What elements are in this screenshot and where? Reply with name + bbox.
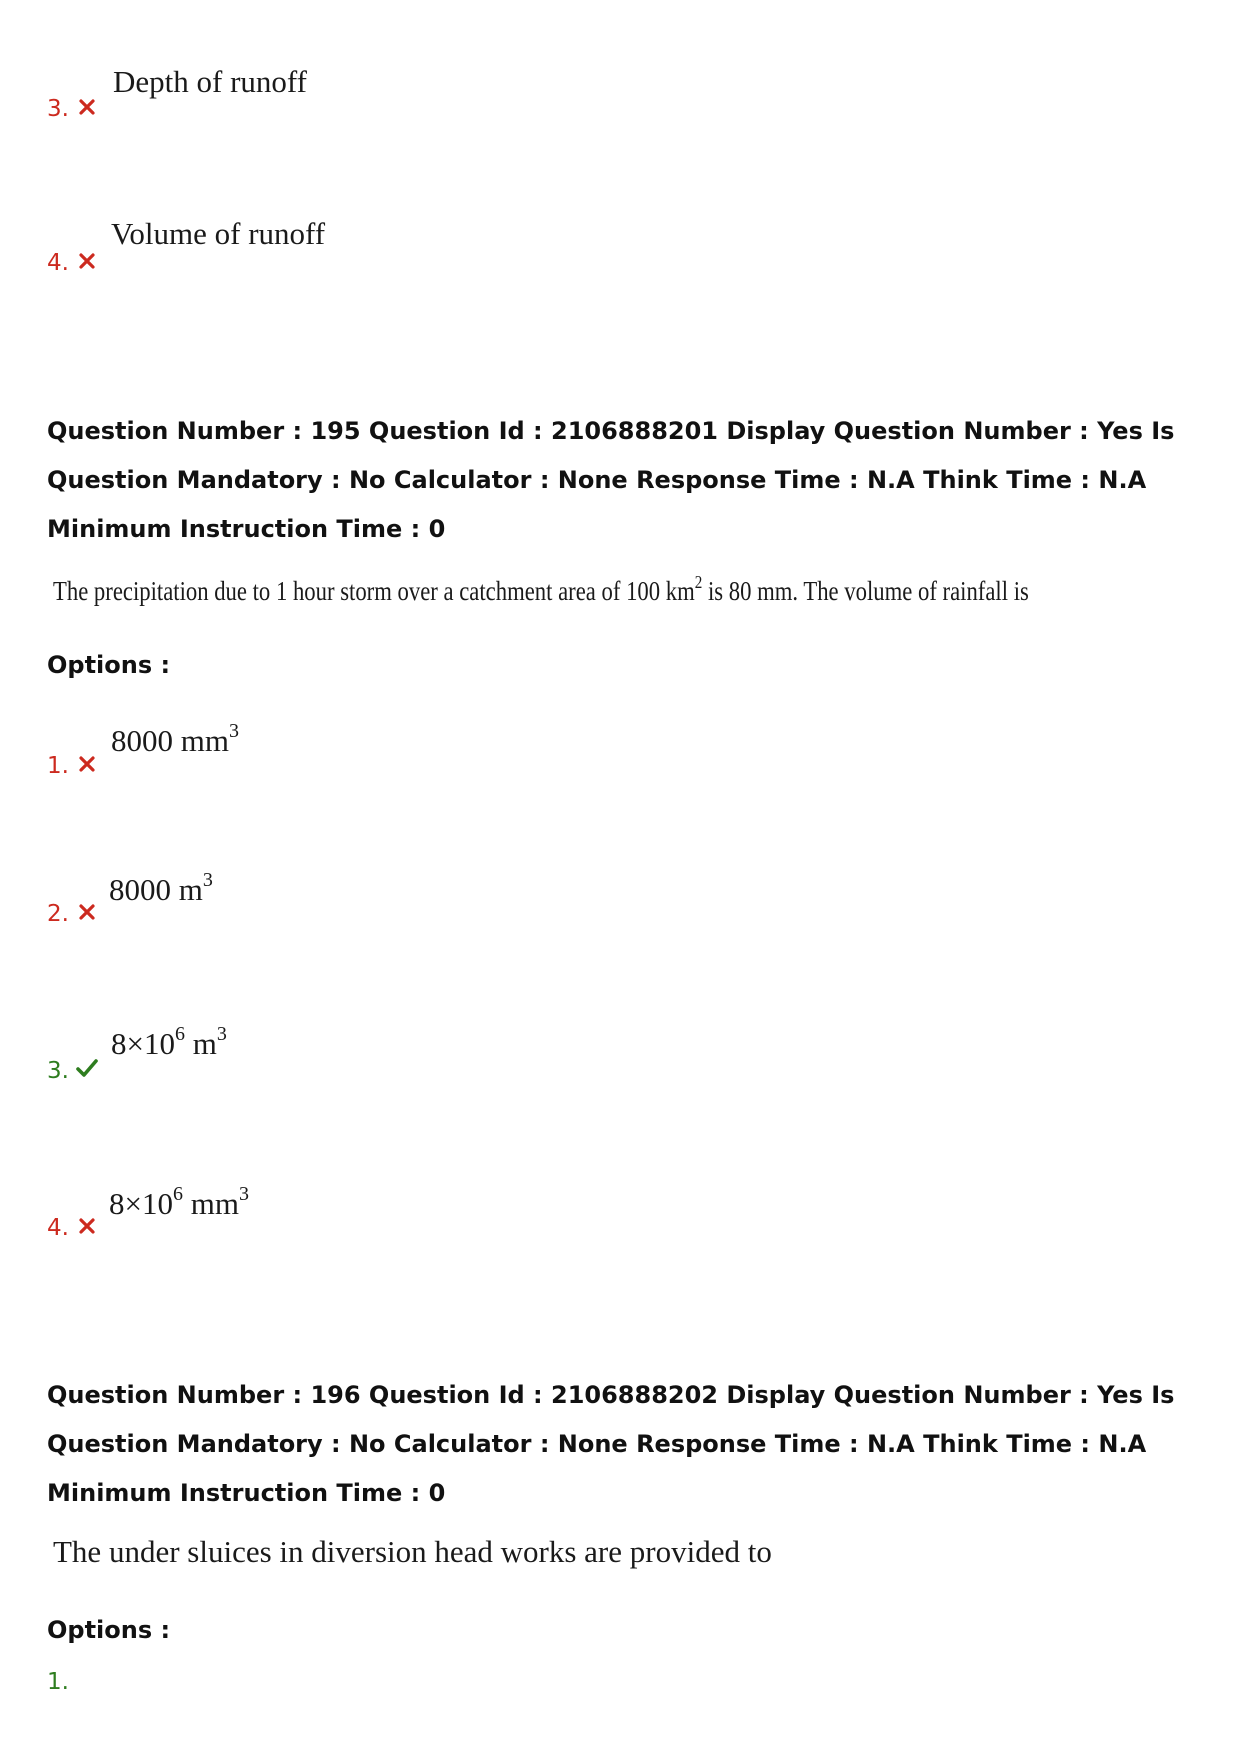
option-unit: mm [182,1186,239,1221]
superscript: 3 [238,1183,249,1205]
checkmark-icon [76,1058,98,1078]
option-text [109,1183,249,1222]
option-text [111,720,239,759]
cross-icon [78,755,96,773]
question-meta-195: Question Number : 195 Question Id : 2106888201 Display Question Number : Yes Is Question Mandatory : No Calculator : None Response Time : N.A Think Time : N.A Minimum Instruction Time : 0 [47,417,1175,543]
superscript: 2 [694,572,703,592]
option-number: 4. [47,1215,69,1241]
option-base: 8×10 [109,1186,173,1221]
superscript: 3 [228,720,239,742]
option-number: 4. [47,250,69,276]
option-base: 8×10 [111,1026,175,1061]
question-text-part: is 80 mm. The volume of rainfall is [702,576,1029,606]
cross-icon [78,903,96,921]
option-number: 3. [47,96,69,122]
option-text [111,1023,227,1062]
cross-icon [78,1217,96,1235]
option-number: 2. [47,901,69,927]
option-number: 1. [47,753,69,779]
option-base: 8000 mm [111,723,229,758]
option-number: 1. [47,1669,69,1695]
option-text: Depth of runoff [113,64,307,99]
option-text [109,869,213,908]
options-label: Options : [47,651,171,679]
superscript: 3 [216,1023,227,1045]
cross-icon [78,252,96,270]
option-unit: m [184,1026,217,1061]
question-meta-196: Question Number : 196 Question Id : 2106888202 Display Question Number : Yes Is Question Mandatory : No Calculator : None Response Time : N.A Think Time : N.A Minimum Instruction Time : 0 [47,1381,1175,1507]
option-base: 8000 m [109,872,203,907]
superscript: 6 [172,1183,183,1205]
question-text-195 [53,574,1029,608]
question-text-part: The precipitation due to 1 hour storm over a catchment area of 100 km [53,576,695,606]
question-text-196: The under sluices in diversion head works are provided to [53,1534,772,1569]
option-number: 3. [47,1058,69,1084]
options-label: Options : [47,1616,171,1644]
superscript: 3 [202,869,213,891]
superscript: 6 [174,1023,185,1045]
option-text: Volume of runoff [111,216,326,251]
cross-icon [78,98,96,116]
